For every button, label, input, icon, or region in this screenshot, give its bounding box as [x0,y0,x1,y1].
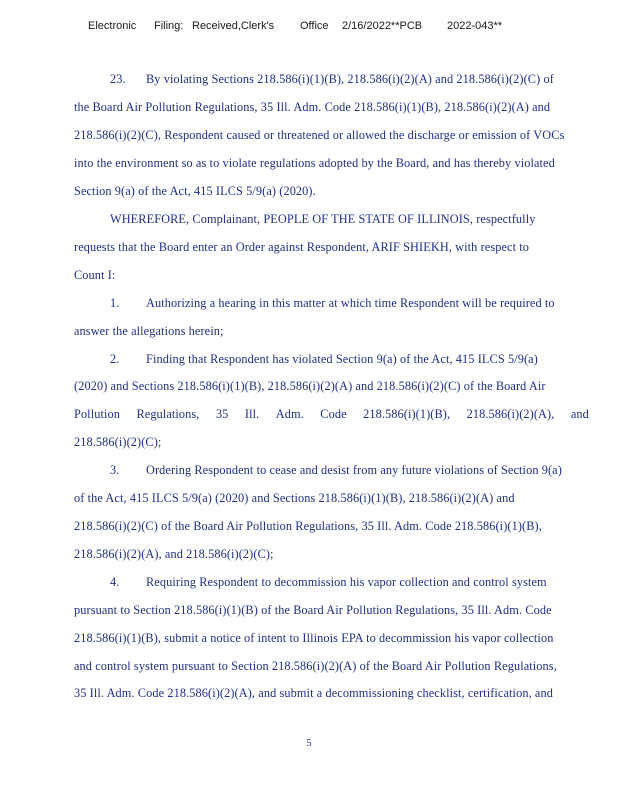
wherefore-line: Count I: [74,268,116,282]
header-word: Office [300,20,329,32]
paragraph-text: By violating Sections 218.586(i)(1)(B), 218.586(i)(2)(A) and 218.586(i)(2)(C) of [146,72,554,86]
justified-word: Code [320,407,347,421]
justified-word: Ill. [244,407,260,421]
relief-item-3-line: of the Act, 415 ILCS 5/9(a) (2020) and Sections 218.586(i)(1)(B), 218.586(i)(2)(A) and [74,491,515,505]
item-text: Ordering Respondent to cease and desist from any future violations of Section 9(a) [146,463,562,477]
relief-item-2-line [110,352,538,367]
header-word: Received,Clerk's [192,20,275,32]
header-word: Electronic [88,20,137,32]
relief-item-1-line: answer the allegations herein; [74,324,224,338]
filing-header [88,20,502,32]
paragraph-number: 23. [110,72,126,86]
item-text: Finding that Respondent has violated Section 9(a) of the Act, 415 ILCS 5/9(a) [146,352,538,366]
relief-item-4-line: pursuant to Section 218.586(i)(1)(B) of the Board Air Pollution Regulations, 35 Ill. Adm. Code [74,603,552,617]
page-number: 5 [306,738,312,749]
item-number: 2. [110,352,120,366]
paragraph-23-line: Section 9(a) of the Act, 415 ILCS 5/9(a) (2020). [74,184,316,198]
paragraph-23-line: 218.586(i)(2)(C), Respondent caused or threatened or allowed the discharge or emission of VOCs [74,128,565,142]
item-number: 1. [110,296,120,310]
item-number: 3. [110,463,120,477]
relief-item-2-line: 218.586(i)(2)(C); [74,435,162,449]
relief-item-4-line: 35 Ill. Adm. Code 218.586(i)(2)(A), and submit a decommissioning checklist, certification, and [74,686,553,700]
justified-word: 218.586(i)(1)(B), [363,407,451,421]
relief-item-3-line: 218.586(i)(2)(C) of the Board Air Pollution Regulations, 35 Ill. Adm. Code 218.586(i)(1)(B), [74,519,542,533]
header-word: Filing: [154,20,184,32]
relief-item-3-line [110,463,562,478]
item-text: Requiring Respondent to decommission his vapor collection and control system [146,575,547,589]
relief-item-3-line: 218.586(i)(2)(A), and 218.586(i)(2)(C); [74,547,274,561]
justified-word: Adm. [275,407,304,421]
justified-word: Pollution [74,407,120,421]
relief-item-2-justified-line [74,407,589,422]
item-number: 4. [110,575,120,589]
paragraph-23-line: into the environment so as to violate regulations adopted by the Board, and has thereby violated [74,156,555,170]
item-text: Authorizing a hearing in this matter at which time Respondent will be required to [146,296,555,310]
relief-item-4-line: and control system pursuant to Section 218.586(i)(2)(A) of the Board Air Pollution Regulations, [74,659,557,673]
justified-word: Regulations, [136,407,200,421]
paragraph-23-line [110,72,554,87]
relief-item-4-line [110,575,547,590]
relief-item-1-line [110,296,555,311]
wherefore-line: WHEREFORE, Complainant, PEOPLE OF THE STATE OF ILLINOIS, respectfully [110,212,536,226]
justified-word: and [570,407,589,421]
paragraph-23-line: the Board Air Pollution Regulations, 35 Ill. Adm. Code 218.586(i)(1)(B), 218.586(i)(2)(A) and [74,100,551,114]
header-word: 2/16/2022**PCB [342,20,423,32]
wherefore-line: requests that the Board enter an Order against Respondent, ARIF SHIEKH, with respect to [74,240,530,254]
justified-word: 218.586(i)(2)(A), [466,407,555,421]
header-word: 2022-043** [447,20,503,32]
relief-item-4-line: 218.586(i)(1)(B), submit a notice of intent to Illinois EPA to decommission his vapor collection [74,631,554,645]
relief-item-2-line: (2020) and Sections 218.586(i)(1)(B), 218.586(i)(2)(A) and 218.586(i)(2)(C) of the Board Air [74,379,546,393]
justified-word: 35 [215,407,229,421]
